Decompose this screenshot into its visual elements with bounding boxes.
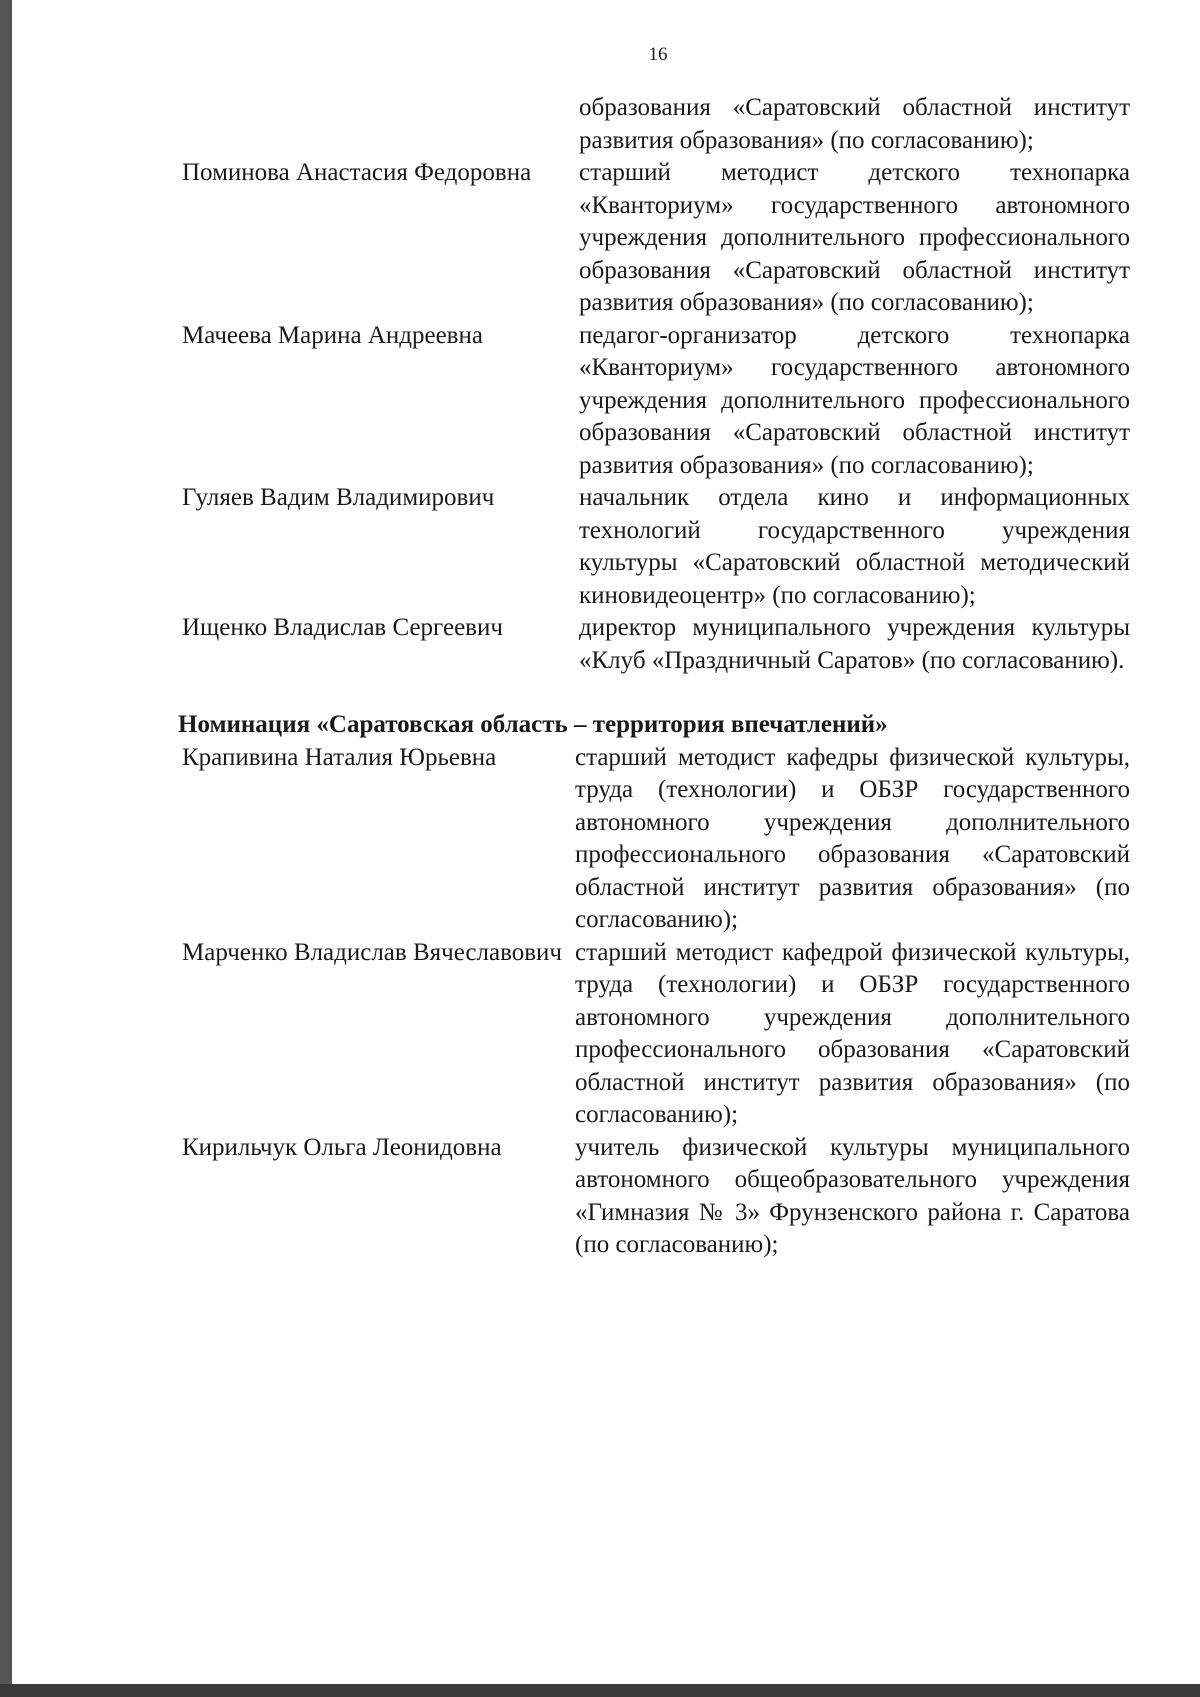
list-item	[182, 1132, 1130, 1262]
member-position: директор муниципального учреждения культуры «Клуб «Праздничный Саратов» (по согласованию).	[579, 614, 1130, 674]
member-position: педагог-организатор детского технопарка «Кванториум» государственного автономного учреждения дополнительного профессионального образования «Саратовский областной институт развития образования» (по согласованию);	[579, 321, 1130, 479]
list-item	[182, 742, 1130, 937]
member-position: старший методист кафедры физической культуры, труда (технологии) и ОБЗР государственного автономного учреждения дополнительного профессионального образования «Саратовский областной институт развития образования» (по согласованию);	[575, 743, 1130, 933]
member-name: Гуляев Вадим Владимирович	[182, 484, 495, 511]
page-number: 16	[648, 44, 668, 65]
list-item	[182, 612, 1130, 677]
member-position: старший методист детского технопарка «Кванториум» государственного автономного учреждения дополнительного профессионального образования «Саратовский областной институт развития образования» (по согласованию);	[579, 159, 1130, 316]
list-item	[182, 937, 1130, 1132]
member-position: старший методист кафедрой физической культуры, труда (технологии) и ОБЗР государственного автономного учреждения дополнительного профессионального образования «Саратовский областной институт развития образования» (по согласованию);	[575, 938, 1130, 1128]
document-body	[178, 92, 1130, 1262]
scan-edge-left	[0, 0, 12, 1697]
member-name: Поминова Анастасия Федоровна	[182, 159, 532, 186]
member-name: Ищенко Владислав Сергеевич	[182, 614, 503, 641]
scan-edge-bottom	[0, 1684, 1200, 1697]
list-item	[182, 320, 1130, 483]
list-item	[182, 157, 1130, 320]
member-name: Марченко Владислав Вячеславович	[182, 938, 562, 966]
section-title: Номинация «Саратовская область – территория впечатлений»	[178, 711, 888, 738]
list-item	[182, 482, 1130, 612]
section-list	[182, 742, 1130, 1262]
member-name: Мачеева Марина Андреевна	[182, 321, 483, 349]
member-name: Кирильчук Ольга Леонидовна	[182, 1133, 502, 1161]
member-position: учитель физической культуры муниципального автономного общеобразовательного учреждения «Гимназия № 3» Фрунзенского района г. Саратова (по согласованию);	[575, 1133, 1130, 1258]
member-name: Крапивина Наталия Юрьевна	[182, 743, 497, 771]
member-position: начальник отдела кино и информационных технологий государственного учреждения культуры «Саратовский областной методический киновидеоцентр» (по согласованию);	[579, 484, 1130, 609]
list-item	[182, 92, 1130, 157]
member-position: образования «Саратовский областной институт развития образования» (по согласованию);	[579, 94, 1130, 154]
